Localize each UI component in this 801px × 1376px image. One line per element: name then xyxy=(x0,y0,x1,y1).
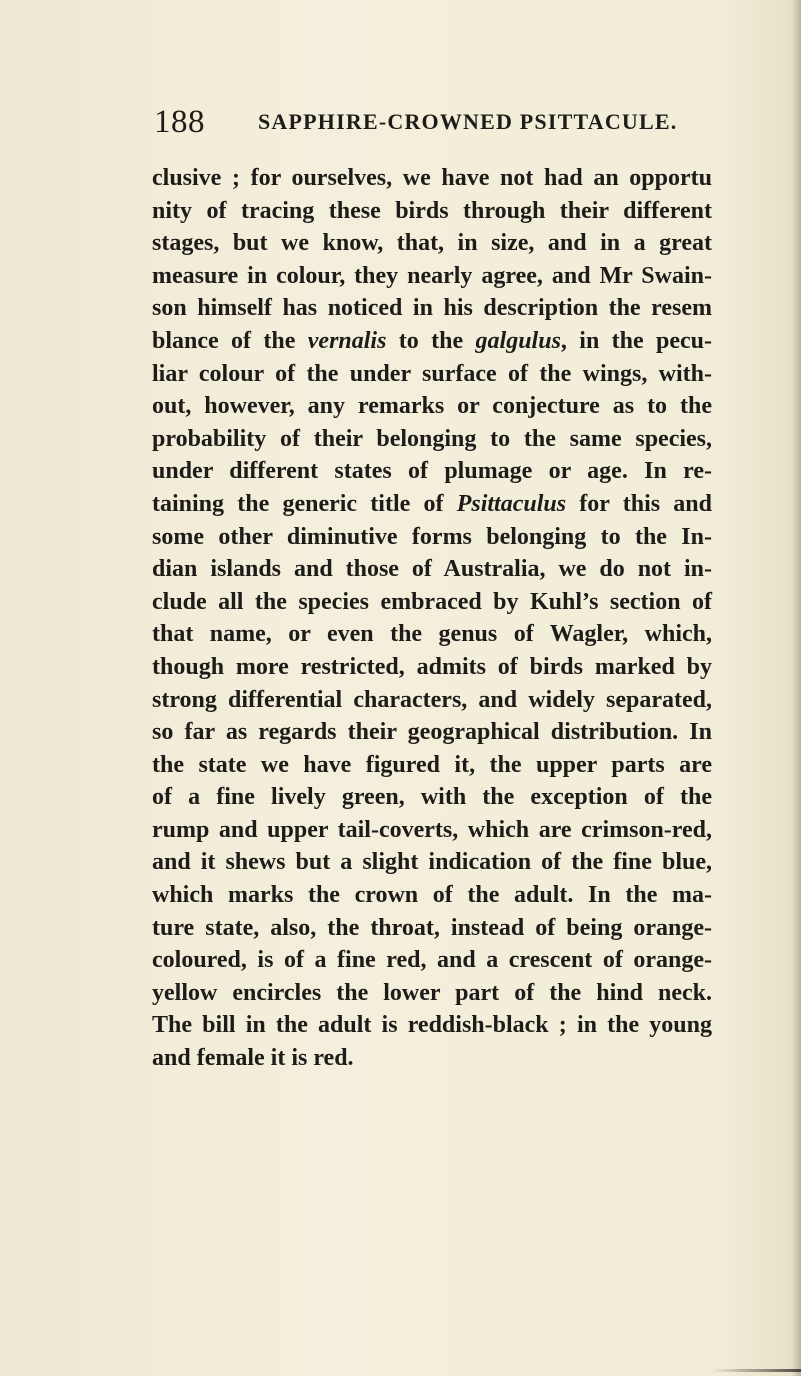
text-line: of a fine lively green, with the exception of the xyxy=(152,784,712,811)
running-title: SAPPHIRE-CROWNED PSITTACULE. xyxy=(258,109,678,134)
text-line: stages, but we know, that, in size, and in a great xyxy=(152,230,712,257)
text-line: blance of the vernalis to the galgulus, in the pecu- xyxy=(152,327,713,354)
text-line: strong differential characters, and widely separated, xyxy=(152,686,712,713)
text-line: coloured, is of a fine red, and a crescent of orange- xyxy=(152,947,712,974)
text-line: and it shews but a slight indication of the fine blue, xyxy=(152,849,712,876)
text-line: liar colour of the under surface of the wings, with- xyxy=(152,360,712,387)
text-line: nity of tracing these birds through their different xyxy=(152,197,712,224)
page-bottom-edge xyxy=(711,1369,801,1372)
text-line: which marks the crown of the adult. In the ma- xyxy=(152,882,712,909)
text-line: ture state, also, the throat, instead of being orange- xyxy=(152,914,712,941)
page-edge-shadow xyxy=(791,0,801,1376)
text-line: though more restricted, admits of birds marked by xyxy=(152,653,712,680)
text-line: clusive ; for ourselves, we have not had an opportu xyxy=(152,165,712,191)
genus-name-italic: Psittaculus xyxy=(456,490,567,517)
body-text xyxy=(152,162,712,1075)
text-line: dian islands and those of Australia, we do not in- xyxy=(152,556,712,583)
text-line: yellow encircles the lower part of the hind neck. xyxy=(152,979,712,1006)
text-line: some other diminutive forms belonging to the In- xyxy=(152,523,712,550)
text-line: under different states of plumage or age. In re- xyxy=(152,458,712,485)
text-line: probability of their belonging to the same species, xyxy=(152,425,712,452)
text-line: taining the generic title of Psittaculus for this and xyxy=(152,490,712,517)
text-line: The bill in the adult is reddish-black ; in the young xyxy=(152,1012,712,1039)
species-name-italic: vernalis xyxy=(307,327,387,354)
text-line: so far as regards their geographical distribution. In xyxy=(152,719,712,746)
text-line: son himself has noticed in his description the resem xyxy=(152,295,712,322)
text-line: the state we have figured it, the upper parts are xyxy=(152,751,712,778)
text-line: out, however, any remarks or conjecture as to the xyxy=(152,393,712,420)
page-number: 188 xyxy=(154,104,205,140)
species-name-italic: galgulus xyxy=(475,327,561,354)
running-head xyxy=(0,102,801,142)
text-line: that name, or even the genus of Wagler, which, xyxy=(152,621,712,648)
text-line: measure in colour, they nearly agree, and Mr Swain- xyxy=(152,262,712,289)
text-line: clude all the species embraced by Kuhl’s section of xyxy=(152,588,712,615)
text-line: rump and upper tail-coverts, which are crimson-red, xyxy=(152,816,712,843)
text-line-last: and female it is red. xyxy=(152,1045,354,1072)
